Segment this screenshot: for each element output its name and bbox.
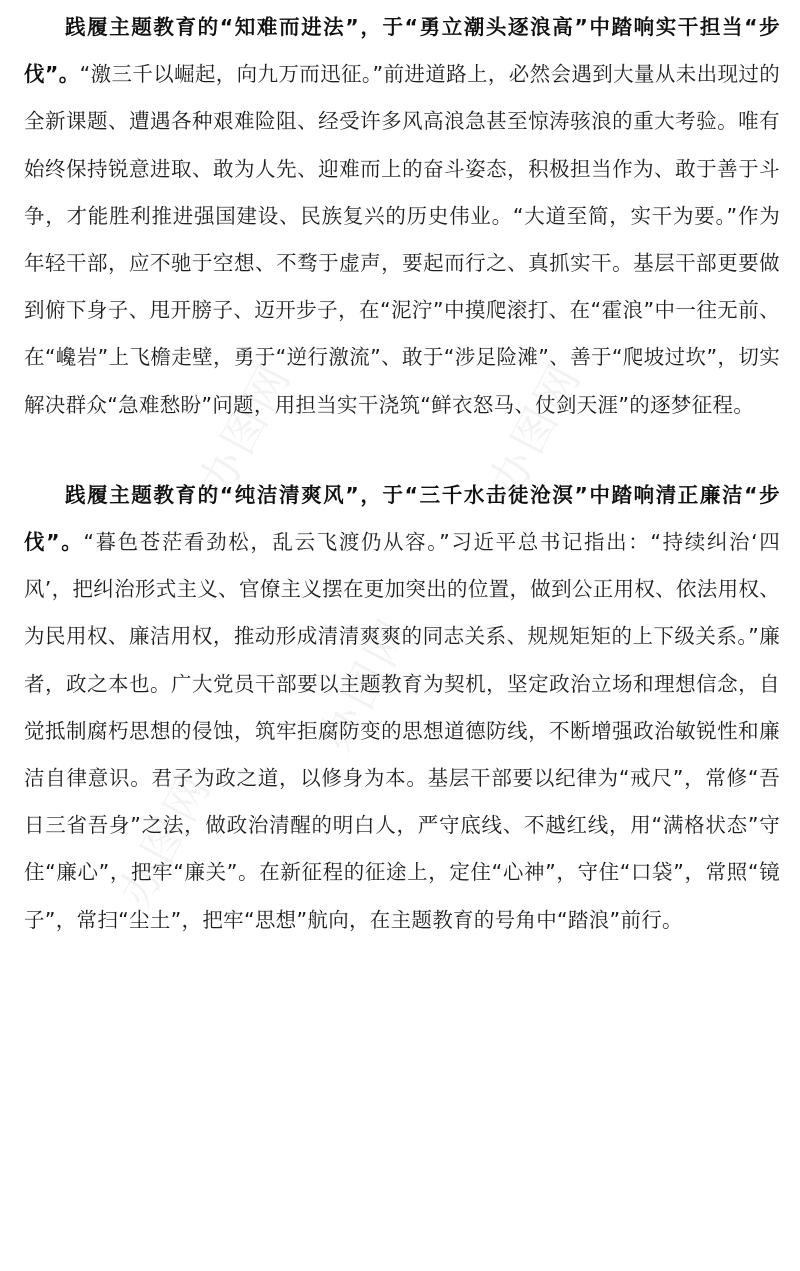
paragraph-1-lead: 践履主题教育的“知难而进法”，于“勇立潮头逐浪高”中踏响实干担当“步伐”。 — [24, 15, 780, 87]
watermark-text-4: 办图网 — [109, 763, 223, 915]
watermark-text-1: 办图网 — [189, 353, 303, 505]
paragraph-2-body: “暮色苍茫看劲松，乱云飞渡仍从容。”习近平总书记指出：“持续纠治‘四风’，把纠治形式主义、官僚主义摆在更加突出的位置，做到公正用权、依法用权、为民用权、廉洁用权，推动形成清清爽爽的同志关系、规规矩矩的上下级关系。”廉者，政之本也。广大党员干部要以主题教育为契机，坚定政治立场和理想信念，自觉抵制腐朽思想的侵蚀，筑牢拒腐防变的思想道德防线，不断增强政治敏锐性和廉洁自律意识。君子为政之道，以修身为本。基层干部要以纪律为“戒尺”，常修“吾日三省吾身”之法，做政治清醒的明白人，严守底线、不越红线，用“满格状态”守住“廉心”，把牢“廉关”。在新征程的征途上，定住“心神”，守住“口袋”，常照“镜子”，常扫“尘土”，把牢“思想”航向，在主题教育的号角中“踏浪”前行。 — [24, 530, 781, 932]
paragraph-1-body: “激三千以崛起，向九万而迅征。”前进道路上，必然会遇到大量从未出现过的全新课题、遭遇各种艰难险阻、经受许多风高浪急甚至惊涛骇浪的重大考验。唯有始终保持锐意进取、敢为人先、迎难而上的奋斗姿态，积极担当作为、敢于善于斗争，才能胜利推进强国建设、民族复兴的历史伟业。“大道至简，实干为要。”作为年轻干部，应不驰于空想、不骛于虚声，要起而行之、真抓实干。基层干部更要做到俯下身子、甩开膀子、迈开步子，在“泥泞”中摸爬滚打、在“霍浪”中一往无前、在“巉岩”上飞檐走壁，勇于“逆行激流”、敢于“涉足险滩”、善于“爬坡过坎”，切实解决群众“急难愁盼”问题，用担当实干浇筑“鲜衣怒马、仗剑天涯”的逐梦征程。 — [24, 62, 780, 417]
article-body — [24, 4, 780, 944]
watermark-text-2: 办图网 — [479, 353, 593, 505]
paragraph-2 — [24, 472, 780, 944]
paragraph-1 — [24, 4, 780, 429]
watermark-text-3: 办图网 — [309, 608, 423, 760]
paragraph-2-lead: 践履主题教育的“纯洁清爽风”，于“三千水击徒沧溟”中踏响清正廉洁“步伐”。 — [24, 482, 780, 555]
